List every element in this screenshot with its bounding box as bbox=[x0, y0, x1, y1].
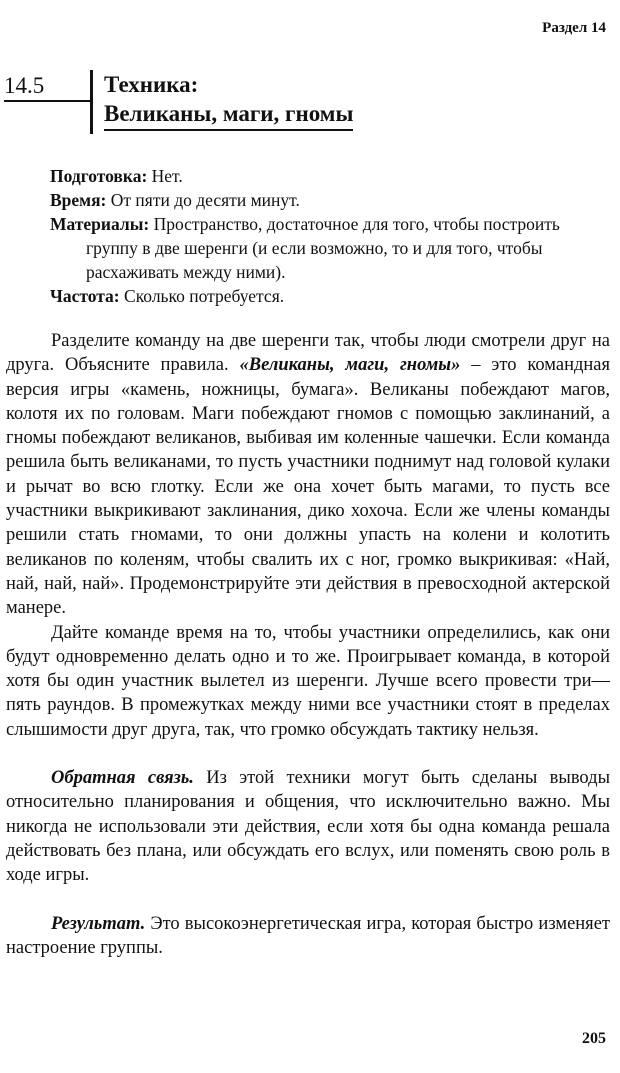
paragraph-rounds: Дайте команде время на то, чтобы участники определились, как они будут одновременно делать одно и то же. Проигрывает команда, в которой хотя бы один участник вылетел из шеренги. Лучше всего провести три—пять раундов. В промежутках между ними все участники стоят в пределах слышимости друг друга, так, что громко обсуждать тактику нельзя. bbox=[6, 622, 610, 740]
meta-value: Сколько потребуется. bbox=[119, 286, 285, 306]
meta-label: Время: bbox=[50, 190, 107, 210]
section-number: 14.5 bbox=[4, 73, 90, 102]
running-head: Раздел 14 bbox=[542, 20, 606, 36]
title-rule bbox=[90, 70, 93, 134]
text-run: – это командная версия игры «камень, ножницы, бумага». Великаны побеждают магов, колотя их по головам. Маги побеждают гномов с помощью заклинаний, а гномы побеждают великанов, выбивая им коленные чашечки. Если команда решила быть великанами, то пусть участники поднимут над головой кулаки и рычат во всю глотку. Если же она хочет быть магами, то пусть все участники выкрикивают заклинания, дико хохоча. Если же члены команды решили стать гномами, то они должны упасть на колени и колотить великанов по коленям, чтобы свалить их с ног, громко выкрикивая: «Най, най, най, най». Продемонстрируйте эти действия в превосходной актерской манере. bbox=[6, 355, 611, 619]
page-number: 205 bbox=[582, 1030, 606, 1047]
text-run: Из этой техники могут быть сделаны выводы относительно планирования и общения, что исключительно важно. Мы никогда не использовали эти действия, если хотя бы одна команда решала действовать без плана, или обсуждать его вслух, или поменять свою роль в ходе игры. bbox=[6, 768, 610, 886]
feedback-label: Обратная связь. bbox=[51, 768, 194, 789]
paragraph-rules bbox=[6, 329, 610, 621]
meta-label: Подготовка: bbox=[50, 166, 148, 186]
meta-materials bbox=[50, 212, 610, 284]
body-text bbox=[6, 329, 610, 960]
exercise-meta bbox=[50, 164, 610, 308]
meta-frequency bbox=[50, 284, 610, 308]
section-title bbox=[104, 70, 404, 131]
meta-value: От пяти до десяти минут. bbox=[106, 190, 300, 210]
text-run: Это высокоэнергетическая игра, которая быстро изменяет настроение группы. bbox=[6, 913, 610, 958]
game-name: «Великаны, маги, гномы» bbox=[239, 355, 461, 376]
title-line-2: Великаны, маги, гномы bbox=[104, 99, 353, 131]
title-line-1: Техника: bbox=[104, 72, 199, 97]
text-run: Разделите команду на две шеренги так, чтобы люди смотрели друг на друга. Объясните правила. bbox=[6, 331, 610, 376]
meta-label: Материалы: bbox=[50, 214, 150, 234]
meta-preparation bbox=[50, 164, 610, 188]
meta-value: Нет. bbox=[147, 166, 183, 186]
meta-time bbox=[50, 188, 610, 212]
meta-value: Пространство, достаточное для того, чтобы построить группу в две шеренги (и если возможно, то и для того, чтобы расхаживать между ними). bbox=[86, 214, 560, 282]
meta-label: Частота: bbox=[50, 286, 120, 306]
paragraph-result bbox=[6, 912, 610, 961]
result-label: Результат. bbox=[51, 913, 146, 934]
paragraph-feedback bbox=[6, 766, 610, 887]
